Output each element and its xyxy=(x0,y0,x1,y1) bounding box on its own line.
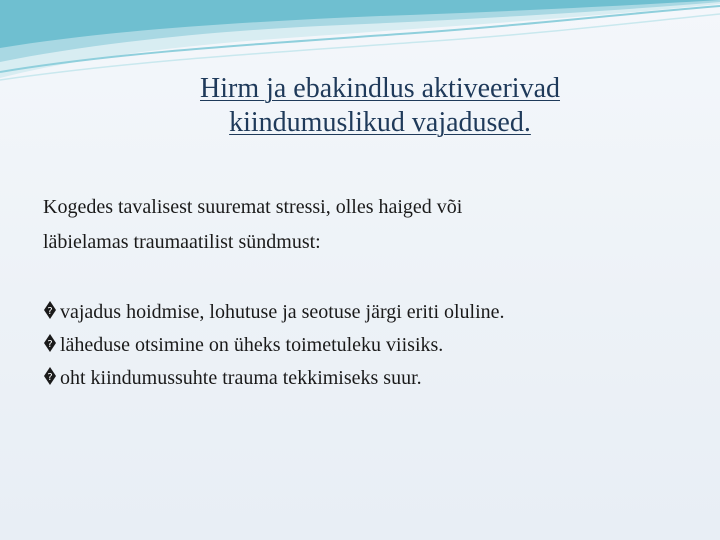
slide-title xyxy=(150,72,610,140)
intro-line-2: läbielamas traumaatilist sündmust: xyxy=(43,231,321,253)
list-item xyxy=(43,362,693,395)
bullet-list xyxy=(43,296,693,395)
replacement-character-icon xyxy=(43,366,57,386)
intro-paragraph xyxy=(43,190,683,260)
svg-text:?: ? xyxy=(47,372,53,383)
replacement-character-icon xyxy=(43,300,57,320)
title-line-2: kiindumuslikud vajadused. xyxy=(229,107,531,138)
intro-line-1: Kogedes tavalisest suuremat stressi, olles haiged või xyxy=(43,196,463,218)
bullet-text-1: vajadus hoidmise, lohutuse ja seotuse järgi eriti oluline. xyxy=(60,301,505,323)
list-item xyxy=(43,329,693,362)
bullet-text-3: oht kiindumussuhte trauma tekkimiseks suur. xyxy=(60,367,422,389)
list-item xyxy=(43,296,693,329)
title-line-1: Hirm ja ebakindlus aktiveerivad xyxy=(200,73,560,104)
bullet-text-2: läheduse otsimine on üheks toimetuleku viisiks. xyxy=(60,334,444,356)
replacement-character-icon xyxy=(43,333,57,353)
svg-text:?: ? xyxy=(47,339,53,350)
svg-text:?: ? xyxy=(47,306,53,317)
